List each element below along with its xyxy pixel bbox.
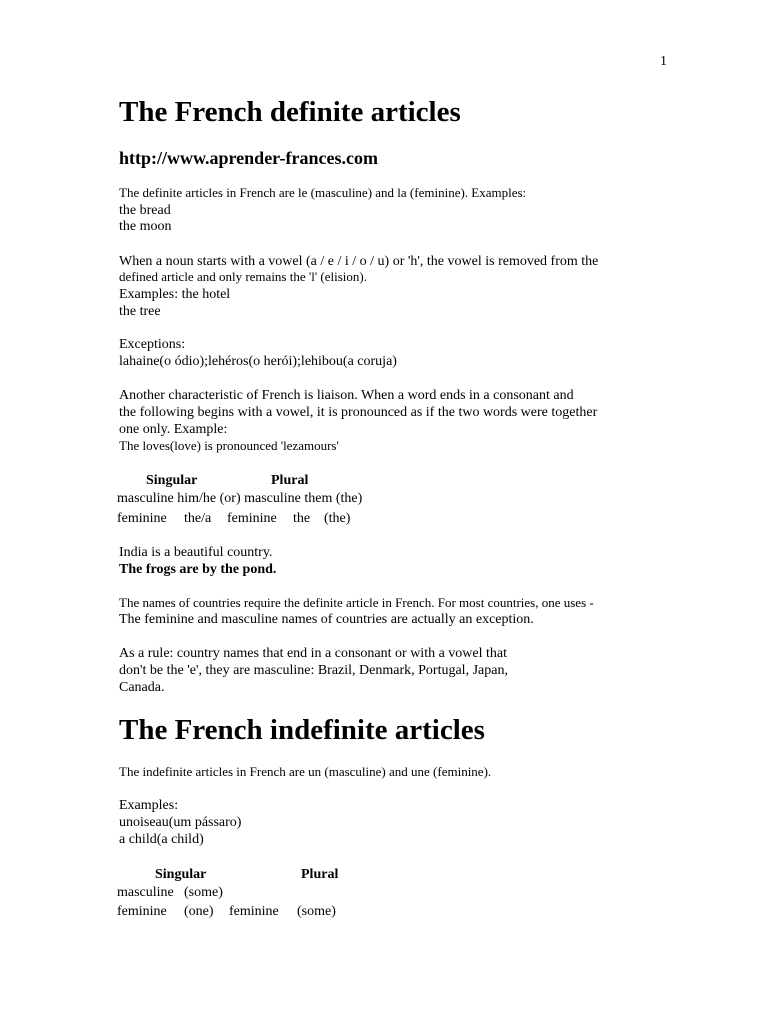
rule-line-3: Canada. bbox=[119, 680, 165, 695]
sentence-india: India is a beautiful country. bbox=[119, 545, 273, 560]
exceptions-label: Exceptions: bbox=[119, 337, 186, 352]
page-number: 1 bbox=[660, 54, 667, 69]
indefinite-intro: The indefinite articles in French are un (masculine) and une (feminine). bbox=[119, 764, 492, 779]
indefinite-examples-label: Examples: bbox=[119, 798, 179, 813]
liaison-line-2: the following begins with a vowel, it is pronounced as if the two words were together bbox=[119, 405, 598, 420]
table1-row2-cell: (the) bbox=[324, 511, 351, 526]
indefinite-example-2: a child(a child) bbox=[119, 832, 204, 847]
table2-row2-cell: (one) bbox=[184, 904, 214, 919]
table1-head-singular: Singular bbox=[146, 473, 198, 488]
liaison-line-4: The loves(love) is pronounced 'lezamours' bbox=[119, 438, 339, 453]
exceptions-list: lahaine(o ódio);lehéros(o herói);lehibou(a coruja) bbox=[119, 354, 397, 369]
countries-line-2: The feminine and masculine names of countries are actually an exception. bbox=[119, 612, 534, 627]
table1-row2-cell: the/a bbox=[184, 511, 212, 526]
table1-row2-cell: the bbox=[293, 511, 311, 526]
table2-row2-cell: feminine bbox=[229, 904, 279, 919]
rule-line-2: don't be the 'e', they are masculine: Brazil, Denmark, Portugal, Japan, bbox=[119, 663, 508, 678]
elision-example-1: Examples: the hotel bbox=[119, 287, 231, 302]
table2-head-plural: Plural bbox=[301, 867, 339, 882]
table2-row2-cell: (some) bbox=[297, 904, 336, 919]
sentence-frogs: The frogs are by the pond. bbox=[119, 562, 277, 577]
countries-line-1: The names of countries require the definite article in French. For most countries, one uses - bbox=[119, 595, 594, 610]
source-url: http://www.aprender-frances.com bbox=[119, 148, 378, 168]
elision-line-2: defined article and only remains the 'l' (elision). bbox=[119, 269, 367, 284]
definite-intro: The definite articles in French are le (masculine) and la (feminine). Examples: bbox=[119, 185, 527, 200]
table2-head-singular: Singular bbox=[155, 867, 207, 882]
table2-row2-cell: feminine bbox=[117, 904, 167, 919]
elision-example-2: the tree bbox=[119, 304, 161, 319]
table2-row1-cell: masculine bbox=[117, 885, 174, 900]
indefinite-example-1: unoiseau(um pássaro) bbox=[119, 815, 242, 830]
table1-head-plural: Plural bbox=[271, 473, 309, 488]
table2-row1-cell: (some) bbox=[184, 885, 223, 900]
liaison-line-1: Another characteristic of French is liaison. When a word ends in a consonant and bbox=[119, 388, 574, 403]
table1-row2-cell: feminine bbox=[227, 511, 277, 526]
table1-row1: masculine him/he (or) masculine them (the) bbox=[117, 491, 363, 506]
rule-line-1: As a rule: country names that end in a consonant or with a vowel that bbox=[119, 646, 508, 661]
definite-example-1: the bread bbox=[119, 203, 171, 218]
section-title-indefinite: The French indefinite articles bbox=[119, 714, 485, 746]
section-title-definite: The French definite articles bbox=[119, 96, 461, 128]
liaison-line-3: one only. Example: bbox=[119, 422, 228, 437]
definite-example-2: the moon bbox=[119, 219, 172, 234]
table1-row2-cell: feminine bbox=[117, 511, 167, 526]
elision-line-1: When a noun starts with a vowel (a / e / i / o / u) or 'h', the vowel is removed from the bbox=[119, 254, 599, 269]
